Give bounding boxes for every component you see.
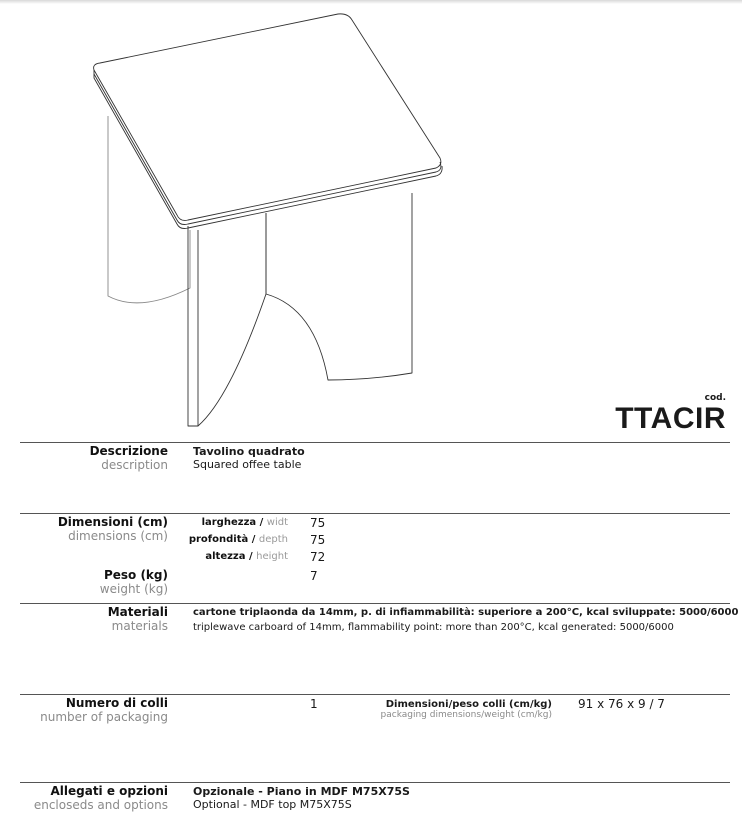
packaging-subheading: number of packaging — [40, 710, 168, 724]
top-shadow — [0, 0, 742, 4]
weight-heading: Peso (kg) — [103, 568, 168, 582]
divider — [20, 513, 730, 514]
divider — [20, 694, 730, 695]
options-subheading: encloseds and options — [33, 798, 168, 812]
options-title: Opzionale - Piano in MDF M75X75S — [193, 785, 410, 798]
dimension-row-height: altezza / height — [205, 551, 288, 562]
code-label: cod. — [704, 393, 726, 403]
description-label — [90, 444, 168, 472]
materials-subheading: materials — [111, 619, 168, 633]
height-value: 72 — [310, 550, 326, 564]
materials-line-it: cartone triplaonda da 14mm, p. di infiammabilità: superiore a 200°C, kcal sviluppate: 5000/6000 — [193, 607, 739, 618]
weight-subheading: weight (kg) — [99, 582, 168, 596]
packaging-label — [40, 696, 168, 724]
dimensions-heading: Dimensioni (cm) — [57, 515, 168, 529]
description-text: Squared offee table — [193, 458, 302, 471]
divider — [20, 603, 730, 604]
description-value — [193, 445, 305, 471]
weight-label — [100, 568, 168, 596]
packaging-dimensions-value: 91 x 76 x 9 / 7 — [578, 697, 665, 711]
packaging-count: 1 — [310, 697, 318, 711]
options-heading: Allegati e opzioni — [50, 784, 168, 798]
materials-value — [193, 607, 738, 637]
materials-line-en: triplewave carboard of 14mm, flammability point: more than 200°C, kcal generated: 5000/6000 — [193, 622, 674, 633]
options-value — [193, 785, 410, 811]
materials-heading: Materiali — [107, 605, 168, 619]
depth-value: 75 — [310, 533, 326, 547]
description-heading: Descrizione — [89, 444, 168, 458]
table-drawing — [80, 8, 450, 433]
packaging-heading: Numero di colli — [65, 696, 168, 710]
dimensions-label — [58, 515, 168, 543]
materials-label — [108, 605, 168, 633]
product-code: TTACIR — [615, 402, 726, 435]
packaging-dimensions-label: Dimensioni/peso colli (cm/kg) packaging dimensions/weight (cm/kg) — [380, 699, 552, 720]
dimension-row-width: larghezza / widt — [201, 517, 288, 528]
width-value: 75 — [310, 516, 326, 530]
options-label — [34, 784, 168, 812]
weight-value: 7 — [310, 569, 318, 583]
dimensions-subheading: dimensions (cm) — [68, 529, 168, 543]
dimension-row-depth: profondità / depth — [188, 534, 288, 545]
options-text: Optional - MDF top M75X75S — [193, 798, 352, 811]
divider — [20, 442, 730, 443]
divider — [20, 782, 730, 783]
description-title: Tavolino quadrato — [193, 445, 305, 458]
description-subheading: description — [101, 458, 168, 472]
